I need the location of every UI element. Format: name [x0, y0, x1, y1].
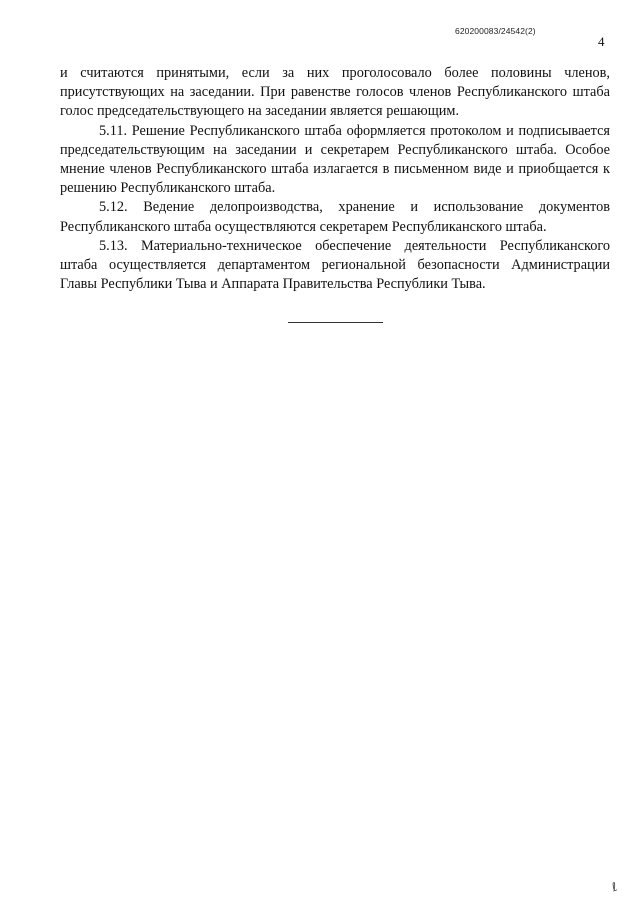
paragraph-5-11: 5.11. Решение Республиканского штаба оформляется протоколом и подписывается председательствующим на заседании и секретарем Республиканского штаба. Особое мнение членов Республиканского штаба излагается в письменном виде и приобщается к решению Республиканского штаба.	[60, 122, 610, 197]
paragraph-5-12: 5.12. Ведение делопроизводства, хранение и использование документов Республиканского штаба осуществляются секретарем Республиканского штаба.	[60, 199, 610, 235]
document-body	[60, 64, 610, 294]
page-number: 4	[598, 34, 605, 49]
paragraph-continuation: и считаются принятыми, если за них проголосовало более половины членов, присутствующих на заседании. При равенстве голосов членов Республиканского штаба голос председательствующего на заседании является решающим.	[60, 65, 610, 120]
corner-mark: ℓ	[609, 879, 620, 895]
end-separator-line	[288, 322, 383, 323]
paragraph-5-13: 5.13. Материально-техническое обеспечение деятельности Республиканского штаба осуществляется департаментом региональной безопасности Администрации Главы Республики Тыва и Аппарата Правительства Республики Тыва.	[60, 237, 610, 293]
document-id: 620200083/24542(2)	[455, 26, 536, 36]
